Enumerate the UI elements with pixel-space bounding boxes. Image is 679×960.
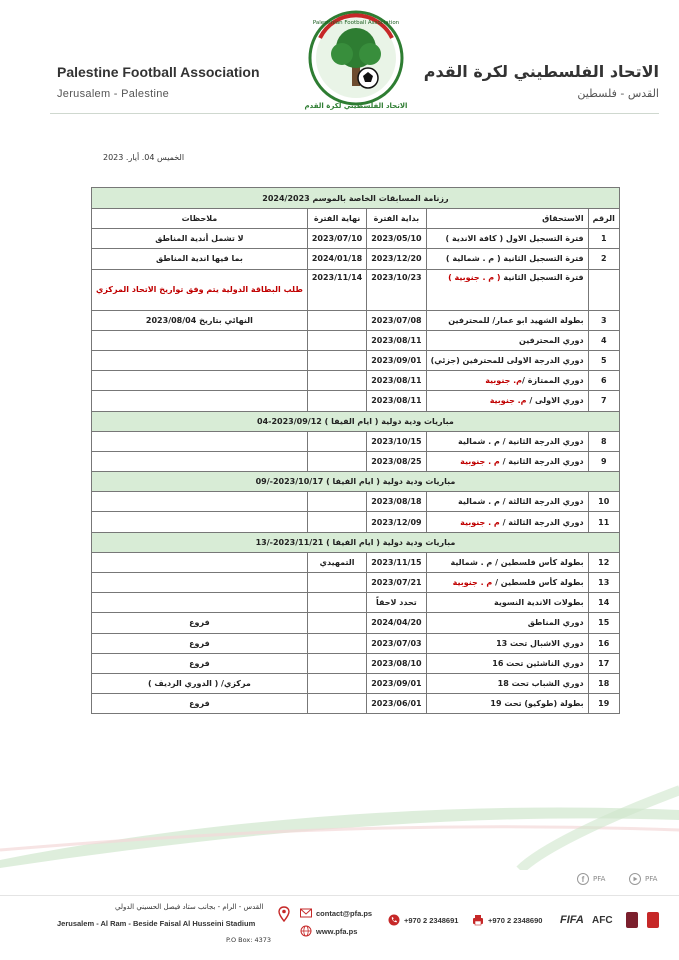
row-start: 2023/07/03 xyxy=(367,633,426,653)
fifa-window-label: مباريات ودية دولية ( ايام الفيفا ) 2023/09/12-04 xyxy=(92,411,620,431)
row-competition: بطولة (طوكيو) تحت 19 xyxy=(426,694,588,714)
row-note xyxy=(92,371,308,391)
row-start: 2023/06/01 xyxy=(367,694,426,714)
row-competition: دوري الدرجة الثانية / م . شمالية xyxy=(426,431,588,451)
row-start: 2023/08/25 xyxy=(367,451,426,471)
row-competition: بطولة كأس فلسطين / م . شمالية xyxy=(426,552,588,572)
table-row xyxy=(92,310,620,330)
row-note xyxy=(92,573,308,593)
row-competition: فترة التسجيل الثانية ( م . شمالية ) xyxy=(426,249,588,269)
row-start: 2023/08/11 xyxy=(367,391,426,411)
table-row xyxy=(92,492,620,512)
row-start: 2023/08/10 xyxy=(367,653,426,673)
table-row xyxy=(92,552,620,572)
fax-text: +970 2 2348690 xyxy=(488,915,543,925)
row-competition: دوري الناشئين تحت 16 xyxy=(426,653,588,673)
row-start: 2023/10/23 xyxy=(367,269,426,310)
table-caption: رزنامة المسابقات الخاصة بالموسم 2024/2023 xyxy=(92,188,620,209)
row-end xyxy=(307,633,366,653)
row-num: 19 xyxy=(588,694,619,714)
pfa-logo xyxy=(296,8,416,112)
row-end xyxy=(307,371,366,391)
fifa-window-row xyxy=(92,411,620,431)
row-start: 2023/08/11 xyxy=(367,371,426,391)
row-note xyxy=(92,431,308,451)
row-start: 2023/08/18 xyxy=(367,492,426,512)
row-competition: دوري الاشبال تحت 13 xyxy=(426,633,588,653)
row-num: 11 xyxy=(588,512,619,532)
competition-text: بطولة كأس فلسطين / xyxy=(495,578,584,588)
row-num: 17 xyxy=(588,653,619,673)
region-south-label: م. جنوبية xyxy=(485,376,523,386)
table-row xyxy=(92,451,620,471)
facebook-label: PFA xyxy=(593,875,606,883)
fifa-window-label: مباريات ودية دولية ( ايام الفيفا ) 2023/10/17-/09 xyxy=(92,472,620,492)
row-note: فروع xyxy=(92,613,308,633)
table-row xyxy=(92,431,620,451)
table-row xyxy=(92,613,620,633)
row-note: طلب البطاقة الدولية يتم وفق تواريخ الاتحاد المركزي xyxy=(92,269,308,310)
row-start: 2023/08/11 xyxy=(367,330,426,350)
row-start: 2023/09/01 xyxy=(367,350,426,370)
row-end: 2023/11/14 xyxy=(307,269,366,310)
row-note xyxy=(92,512,308,532)
website-contact[interactable] xyxy=(300,925,357,937)
po-box: P.O Box: 4373 xyxy=(226,936,272,944)
row-competition xyxy=(426,371,588,391)
row-note xyxy=(92,593,308,613)
globe-icon xyxy=(300,925,312,937)
address-en: Jerusalem - Al Ram - Beside Faisal Al Husseini Stadium xyxy=(57,919,256,928)
header-end: نهاية الفترة xyxy=(307,209,366,229)
row-competition: بطولة الشهيد ابو عمار/ للمحترفين xyxy=(426,310,588,330)
table-row xyxy=(92,391,620,411)
row-competition xyxy=(426,451,588,471)
row-competition: دوري الشباب تحت 18 xyxy=(426,673,588,693)
row-competition xyxy=(426,391,588,411)
row-end xyxy=(307,492,366,512)
row-num: 16 xyxy=(588,633,619,653)
row-end xyxy=(307,310,366,330)
footer-divider xyxy=(0,895,679,896)
table-row xyxy=(92,350,620,370)
row-note: مركزي/ ( الدوري الرديف ) xyxy=(92,673,308,693)
row-num: 1 xyxy=(588,229,619,249)
row-end xyxy=(307,694,366,714)
row-num: 6 xyxy=(588,371,619,391)
row-start: 2023/10/15 xyxy=(367,431,426,451)
email-icon xyxy=(300,907,312,919)
row-note xyxy=(92,391,308,411)
row-num: 2 xyxy=(588,249,619,269)
row-end xyxy=(307,330,366,350)
row-end xyxy=(307,512,366,532)
table-row xyxy=(92,330,620,350)
facebook-icon xyxy=(577,873,589,885)
table-row xyxy=(92,512,620,532)
location-pin-icon xyxy=(278,906,290,922)
header-competition: الاستحقاق xyxy=(426,209,588,229)
competition-text: دوري الاولى / xyxy=(529,396,584,406)
fifa-window-row xyxy=(92,472,620,492)
row-end: 2023/07/10 xyxy=(307,229,366,249)
row-end xyxy=(307,431,366,451)
row-note xyxy=(92,350,308,370)
row-end xyxy=(307,673,366,693)
fifa-window-row xyxy=(92,532,620,552)
region-south-label: م. جنوبية xyxy=(489,396,527,406)
row-end xyxy=(307,653,366,673)
row-start: 2024/04/20 xyxy=(367,613,426,633)
table-row xyxy=(92,653,620,673)
row-num: 9 xyxy=(588,451,619,471)
fifa-logo: FIFA xyxy=(560,914,584,926)
row-num: 15 xyxy=(588,613,619,633)
table-row xyxy=(92,694,620,714)
fifa-window-label: مباريات ودية دولية ( ايام الفيفا ) 2023/11/21-/13 xyxy=(92,532,620,552)
row-competition: دوري الدرجة الاولى للمحترفين (جزئي) xyxy=(426,350,588,370)
row-start: 2023/12/09 xyxy=(367,512,426,532)
row-num: 12 xyxy=(588,552,619,572)
row-competition xyxy=(426,512,588,532)
competition-text: فترة التسجيل الثانية xyxy=(503,272,584,282)
youtube-label: PFA xyxy=(645,875,658,883)
competition-schedule-table xyxy=(91,187,620,714)
association-name-en: Palestine Football Association xyxy=(57,64,260,80)
row-note: فروع xyxy=(92,633,308,653)
row-start: 2023/09/01 xyxy=(367,673,426,693)
table-row xyxy=(92,633,620,653)
table-row xyxy=(92,269,620,310)
row-note: فروع xyxy=(92,653,308,673)
row-num xyxy=(588,269,619,310)
svg-text:الاتحاد الفلسطيني لكرة القدم: الاتحاد الفلسطيني لكرة القدم xyxy=(304,102,408,110)
header-notes: ملاحظات xyxy=(92,209,308,229)
row-start: 2023/07/21 xyxy=(367,573,426,593)
row-competition: دوري الدرجة الثالثة / م . شمالية xyxy=(426,492,588,512)
row-note: بما فيها اندية المناطق xyxy=(92,249,308,269)
email-contact[interactable] xyxy=(300,907,372,919)
address-ar: القدس - الرام - بجانب ستاد فيصل الحسيني الدولي xyxy=(115,903,264,911)
email-text: contact@pfa.ps xyxy=(316,908,373,918)
header-num: الرقم xyxy=(588,209,619,229)
row-start: تحدد لاحقاً xyxy=(367,593,426,613)
row-start: 2023/05/10 xyxy=(367,229,426,249)
website-text: www.pfa.ps xyxy=(316,926,358,936)
table-header-row xyxy=(92,209,620,229)
row-num: 18 xyxy=(588,673,619,693)
afc-logo: AFC xyxy=(592,915,613,926)
row-start: 2023/11/15 xyxy=(367,552,426,572)
document-date: الخميس 04. أيار. 2023 xyxy=(103,153,185,162)
row-num: 8 xyxy=(588,431,619,451)
association-name-ar: الاتحاد الفلسطيني لكرة القدم xyxy=(423,62,659,81)
row-end: التمهيدي xyxy=(307,552,366,572)
row-competition: دوري المناطق xyxy=(426,613,588,633)
phone-icon xyxy=(388,914,400,926)
region-south-label: م . جنوبية xyxy=(460,456,500,466)
phone-text: +970 2 2348691 xyxy=(404,915,459,925)
competition-text: دوري الدرجة الثانية / xyxy=(502,456,584,466)
row-num: 14 xyxy=(588,593,619,613)
region-south-label: ( م . جنوبية ) xyxy=(448,272,501,282)
row-end: 2024/01/18 xyxy=(307,249,366,269)
row-note xyxy=(92,330,308,350)
row-start: 2023/07/08 xyxy=(367,310,426,330)
partner-badge-icon xyxy=(626,912,638,928)
row-num: 3 xyxy=(588,310,619,330)
fax-icon xyxy=(472,914,484,926)
row-note xyxy=(92,492,308,512)
row-competition xyxy=(426,269,588,310)
row-note xyxy=(92,552,308,572)
facebook-link[interactable] xyxy=(577,873,605,885)
youtube-link[interactable] xyxy=(629,873,657,885)
row-note: فروع xyxy=(92,694,308,714)
row-competition: فترة التسجيل الاول ( كافة الاندية ) xyxy=(426,229,588,249)
row-end xyxy=(307,613,366,633)
row-note: النهائي بتاريخ 2023/08/04 xyxy=(92,310,308,330)
row-num: 10 xyxy=(588,492,619,512)
row-end xyxy=(307,350,366,370)
row-end xyxy=(307,593,366,613)
competition-text: دوري الممتازة / xyxy=(522,376,584,386)
header-start: بداية الفترة xyxy=(367,209,426,229)
row-note xyxy=(92,451,308,471)
row-end xyxy=(307,391,366,411)
row-competition xyxy=(426,573,588,593)
table-row xyxy=(92,593,620,613)
row-num: 13 xyxy=(588,573,619,593)
table-row xyxy=(92,249,620,269)
region-south-label: م . جنوبية xyxy=(452,578,493,588)
row-competition: دوري المحترفين xyxy=(426,330,588,350)
row-end xyxy=(307,573,366,593)
row-start: 2023/12/20 xyxy=(367,249,426,269)
row-competition: بطولات الاندية النسوية xyxy=(426,593,588,613)
region-south-label: م . جنوبية xyxy=(460,517,500,527)
association-location-ar: القدس - فلسطين xyxy=(577,87,659,100)
youtube-icon xyxy=(629,873,641,885)
row-num: 5 xyxy=(588,350,619,370)
sponsor-badge-icon xyxy=(647,912,659,928)
row-note: لا تشمل أندية المناطق xyxy=(92,229,308,249)
header-divider xyxy=(50,113,659,114)
svg-text:Palestinian Football Associati: Palestinian Football Association xyxy=(312,20,400,26)
svg-text:f: f xyxy=(581,875,585,884)
phone-contact[interactable] xyxy=(388,914,458,926)
competition-text: دوري الدرجة الثالثة / xyxy=(502,517,584,527)
table-row xyxy=(92,673,620,693)
row-end xyxy=(307,451,366,471)
row-num: 4 xyxy=(588,330,619,350)
row-num: 7 xyxy=(588,391,619,411)
association-location-en: Jerusalem - Palestine xyxy=(57,88,170,100)
table-row xyxy=(92,229,620,249)
footer-swoosh-decoration xyxy=(0,780,679,870)
table-row xyxy=(92,371,620,391)
fax-contact[interactable] xyxy=(472,914,542,926)
table-row xyxy=(92,573,620,593)
